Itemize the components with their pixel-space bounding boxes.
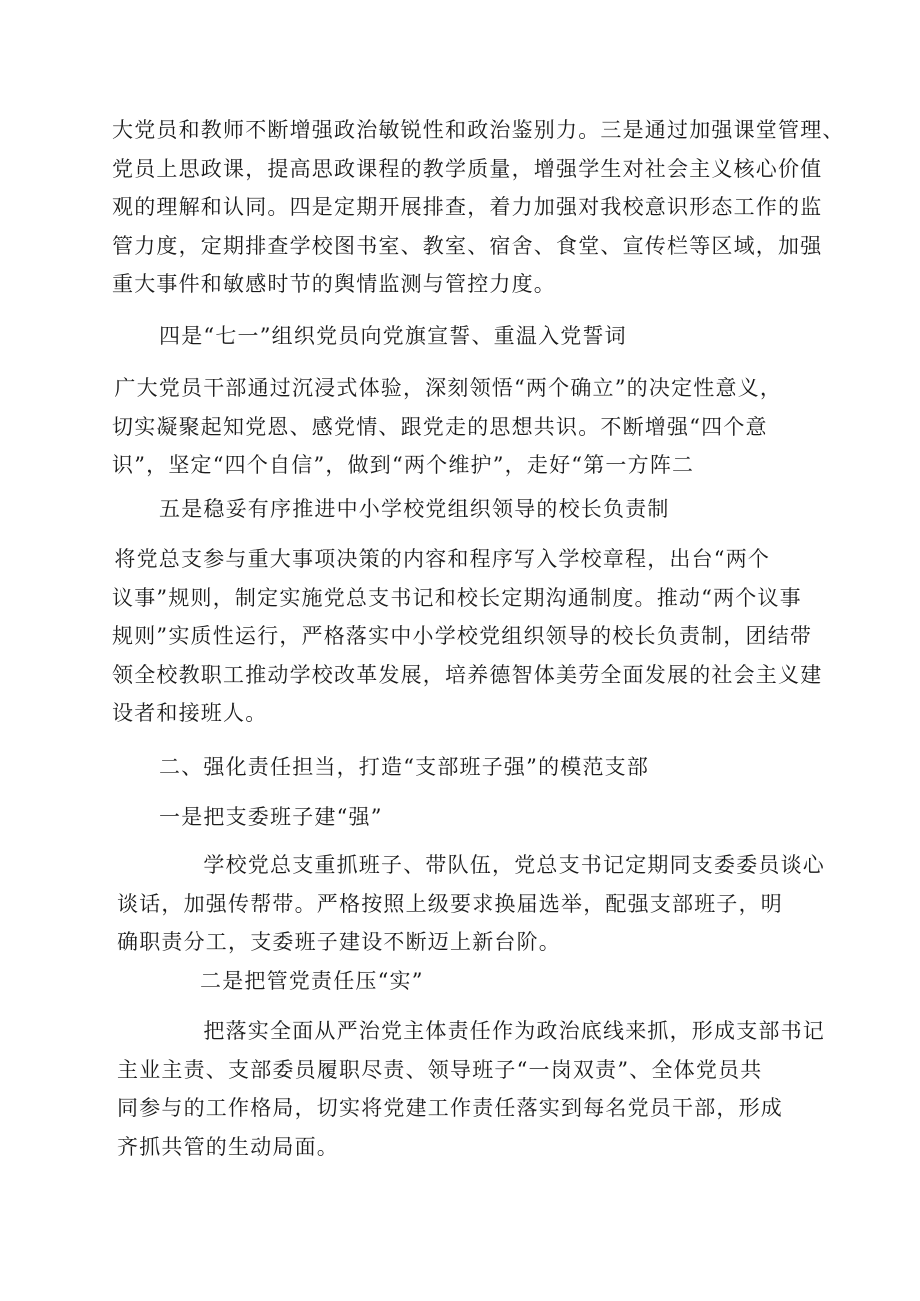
text-line: 同参与的工作格局，切实将党建工作责任落实到每名党员干部，形成 <box>117 1096 783 1120</box>
heading-committee-strong <box>159 798 819 837</box>
text-line: 把落实全面从严治党主体责任作为政治底线来抓，形成支部书记 <box>159 1019 825 1043</box>
text-line: 确职责分工，支委班子建设不断迈上新台阶。 <box>117 930 561 954</box>
text-line: 识”，坚定“四个自信”，做到“两个维护”，走好“第一方阵二 <box>112 453 695 477</box>
heading-text: 二是把管党责任压“实” <box>200 969 424 993</box>
heading-principal-responsibility <box>159 490 819 529</box>
heading-text: 五是稳妥有序推进中小学校党组织领导的校长负责制 <box>159 497 670 521</box>
text-line: 规则”实质性运行，严格落实中小学校党组织领导的校长负责制，团结带 <box>112 624 813 648</box>
text-line: 大党员和教师不断增强政治敏锐性和政治鉴别力。三是通过加强课堂管理、 <box>112 118 845 142</box>
text-line: 主业主责、支部委员履职尽责、领导班子“一岗双责”、全体党员共 <box>117 1057 763 1082</box>
paragraph-immersive-experience <box>70 369 812 485</box>
text-line: 议事”规则，制定实施党总支书记和校长定期沟通制度。推动“两个议事 <box>112 585 802 610</box>
text-line: 谈话，加强传帮带。严格按照上级要求换届选举，配强支部班子，明 <box>117 891 783 916</box>
text-line: 齐抓共管的生动局面。 <box>117 1134 339 1159</box>
paragraph-strict-governance <box>117 1012 825 1166</box>
heading-text: 一是把支委班子建“强” <box>159 805 383 829</box>
heading-section-two <box>159 748 819 787</box>
paragraph-school-charter <box>70 540 823 733</box>
heading-responsibility-solid <box>200 962 820 1001</box>
text-line: 切实凝聚起知党恩、感党情、跟党走的思想共识。不断增强“四个意 <box>112 414 768 439</box>
text-line: 学校党总支重抓班子、带队伍，党总支书记定期同支委委员谈心 <box>159 853 825 877</box>
text-line: 领全校教职工推动学校改革发展，培养德智体美劳全面发展的社会主义建 <box>112 662 823 687</box>
text-line: 将党总支参与重大事项决策的内容和程序写入学校章程，出台“两个 <box>70 547 771 571</box>
text-line: 广大党员干部通过沉浸式体验，深刻领悟“两个确立”的决定性意义， <box>70 376 783 400</box>
heading-text: 二、强化责任担当，打造“支部班子强”的模范支部 <box>159 755 650 779</box>
heading-july-first-oath <box>159 317 819 356</box>
text-line: 设者和接班人。 <box>112 701 268 725</box>
heading-text: 四是“七一”组织党员向党旗宣誓、重温入党誓词 <box>159 324 627 348</box>
text-line: 重大事件和敏感时节的舆情监测与管控力度。 <box>112 272 556 296</box>
text-line: 观的理解和认同。四是定期开展排查，着力加强对我校意识形态工作的监 <box>112 195 823 219</box>
paragraph-team-building <box>117 846 825 962</box>
paragraph-ideology-work <box>112 111 845 304</box>
text-line: 党员上思政课，提高思政课程的教学质量，增强学生对社会主义核心价值 <box>112 156 823 181</box>
text-line: 管力度，定期排查学校图书室、教室、宿舍、食堂、宣传栏等区域，加强 <box>112 233 823 258</box>
